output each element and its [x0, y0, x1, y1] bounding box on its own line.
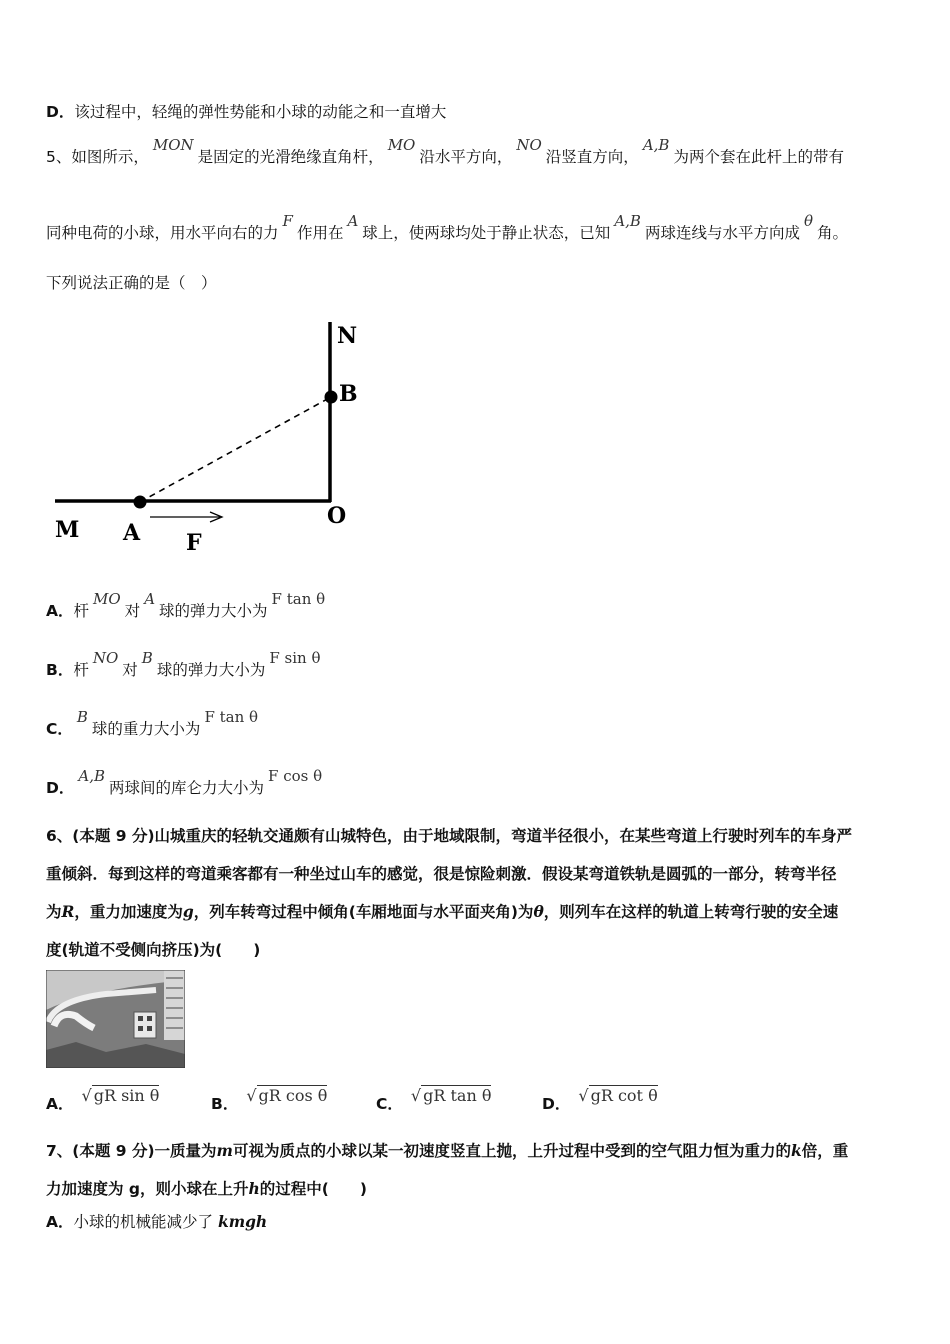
radicand: gR tan θ [423, 1086, 492, 1105]
text: 球的弹力大小为 [156, 661, 266, 679]
text: 为两个套在此杆上的带有 [673, 148, 844, 166]
label-F: F [186, 530, 202, 556]
q6-option-c [376, 1086, 492, 1115]
text: 是固定的光滑绝缘直角杆， [197, 148, 384, 166]
text: 角。 [816, 224, 848, 242]
option-label: A． [46, 1213, 74, 1231]
var-theta: θ [533, 902, 544, 921]
radicand: gR cos θ [258, 1086, 328, 1105]
text: 沿水平方向， [419, 148, 513, 166]
text: 杆 [73, 602, 90, 620]
q6-line-4 [46, 939, 260, 961]
math-expr: kmgh [217, 1212, 268, 1231]
label-M: M [55, 517, 80, 543]
question-number: 5、 [46, 148, 72, 166]
text: 度(轨道不受侧向挤压)为( ) [46, 941, 261, 959]
text: 下列说法正确的是（ ） [46, 274, 217, 292]
math-A: A [347, 212, 359, 230]
question-number: 7、 [46, 1142, 73, 1160]
q5-option-c [46, 708, 262, 740]
text: 力加速度为 g，则小球在上升 [46, 1180, 249, 1198]
q4-option-d [46, 101, 446, 123]
option-label: C． [376, 1095, 403, 1113]
text: 两球间的库仑力大小为 [109, 779, 265, 797]
text: 对 [122, 661, 138, 679]
label-N: N [337, 323, 358, 349]
text: 的过程中( ) [259, 1180, 367, 1198]
math-MO: MO [387, 136, 416, 154]
label-A: A [123, 520, 141, 546]
math-expr: F tan θ [271, 590, 326, 608]
text: 球上，使两球均处于静止状态，已知 [362, 224, 611, 242]
q5-option-a [46, 590, 329, 622]
option-label: C． [46, 720, 73, 738]
q5-line-2 [46, 212, 848, 244]
option-text: 该过程中，轻绳的弹性势能和小球的动能之和一直增大 [74, 103, 447, 121]
math-theta: θ [803, 212, 813, 230]
q5-option-b [46, 649, 324, 681]
text: 可视为质点的小球以某一初速度竖直上抛，上升过程中受到的空气阻力恒为重力的 [232, 1142, 791, 1160]
math-AB: A,B [614, 212, 641, 230]
text: 为 [46, 903, 62, 921]
math: A,B [78, 767, 105, 785]
text: 同种电荷的小球，用水平向右的力 [46, 224, 279, 242]
sqrt-expr: √ gR sin θ [81, 1086, 160, 1105]
option-label: A． [46, 1095, 74, 1113]
monorail-photo [46, 970, 185, 1068]
math: MO [93, 590, 121, 608]
text: 沿竖直方向， [545, 148, 639, 166]
q6-line-2 [46, 863, 837, 885]
radicand: gR sin θ [93, 1086, 160, 1105]
option-label: D． [46, 103, 75, 121]
option-label: B． [211, 1095, 239, 1113]
sqrt-expr: √ gR cos θ [246, 1086, 328, 1105]
q5-figure [40, 315, 380, 565]
math-AB: A,B [642, 136, 670, 154]
text: 倍，重 [801, 1142, 849, 1160]
math-expr: F sin θ [269, 649, 321, 667]
text: (本题 9 分)山城重庆的轻轨交通颇有山城特色，由于地域限制，弯道半径很小，在某些弯道上行驶时列车的车身严 [72, 827, 853, 845]
option-label: D． [542, 1095, 571, 1113]
text: ，则列车在这样的轨道上转弯行驶的安全速 [543, 903, 839, 921]
radicand: gR cot θ [590, 1086, 658, 1105]
var-k: k [790, 1141, 802, 1160]
question-number: 6、 [46, 827, 73, 845]
var-h: h [248, 1179, 260, 1198]
q7-line-2 [46, 1178, 367, 1200]
var-R: R [61, 902, 75, 921]
q6-line-3 [46, 901, 838, 923]
var-m: m [216, 1141, 233, 1160]
text: 球的弹力大小为 [159, 602, 268, 620]
text: 重倾斜．每到这样的弯道乘客都有一种坐过山车的感觉，很是惊险刺激．假设某弯道铁轨是圆弧的一部分，转弯半径 [46, 865, 837, 883]
text: 作用在 [296, 224, 344, 242]
math: B [141, 649, 153, 667]
label-O: O [327, 503, 347, 529]
q5-option-d [46, 767, 326, 799]
text: 小球的机械能减少了 [73, 1213, 214, 1231]
sqrt-expr: √ gR cot θ [578, 1086, 658, 1105]
option-label: B． [46, 661, 74, 679]
text: 对 [124, 602, 141, 620]
text: 球的重力大小为 [91, 720, 201, 738]
text: (本题 9 分)一质量为 [72, 1142, 217, 1160]
math-expr: F cos θ [268, 767, 323, 785]
q7-line-1 [46, 1140, 848, 1162]
math: NO [92, 649, 119, 667]
ball-b [325, 391, 338, 404]
ball-a [134, 496, 147, 509]
option-label: D． [46, 779, 75, 797]
connecting-line-ab [140, 397, 331, 502]
q5-line-1 [46, 136, 844, 168]
q6-option-a [46, 1086, 160, 1115]
math-expr: F tan θ [204, 708, 259, 726]
math: A [144, 590, 156, 608]
sqrt-expr: √ gR tan θ [410, 1086, 492, 1105]
math-MON: MON [152, 136, 194, 154]
q6-line-1 [46, 825, 852, 847]
label-B: B [339, 381, 358, 407]
math-F: F [282, 212, 293, 230]
option-label: A． [46, 602, 74, 620]
var-g: g [182, 902, 194, 921]
q6-option-b [211, 1086, 328, 1115]
q7-option-a [46, 1211, 267, 1233]
text: 两球连线与水平方向成 [644, 224, 800, 242]
q6-option-d [542, 1086, 658, 1115]
math: B [76, 708, 88, 726]
text: ，重力加速度为 [74, 903, 183, 921]
math-NO: NO [516, 136, 542, 154]
text: 杆 [73, 661, 89, 679]
text: ，列车转弯过程中倾角(车厢地面与水平面夹角)为 [193, 903, 534, 921]
text: 如图所示， [71, 148, 149, 166]
q5-line-3 [46, 272, 217, 294]
